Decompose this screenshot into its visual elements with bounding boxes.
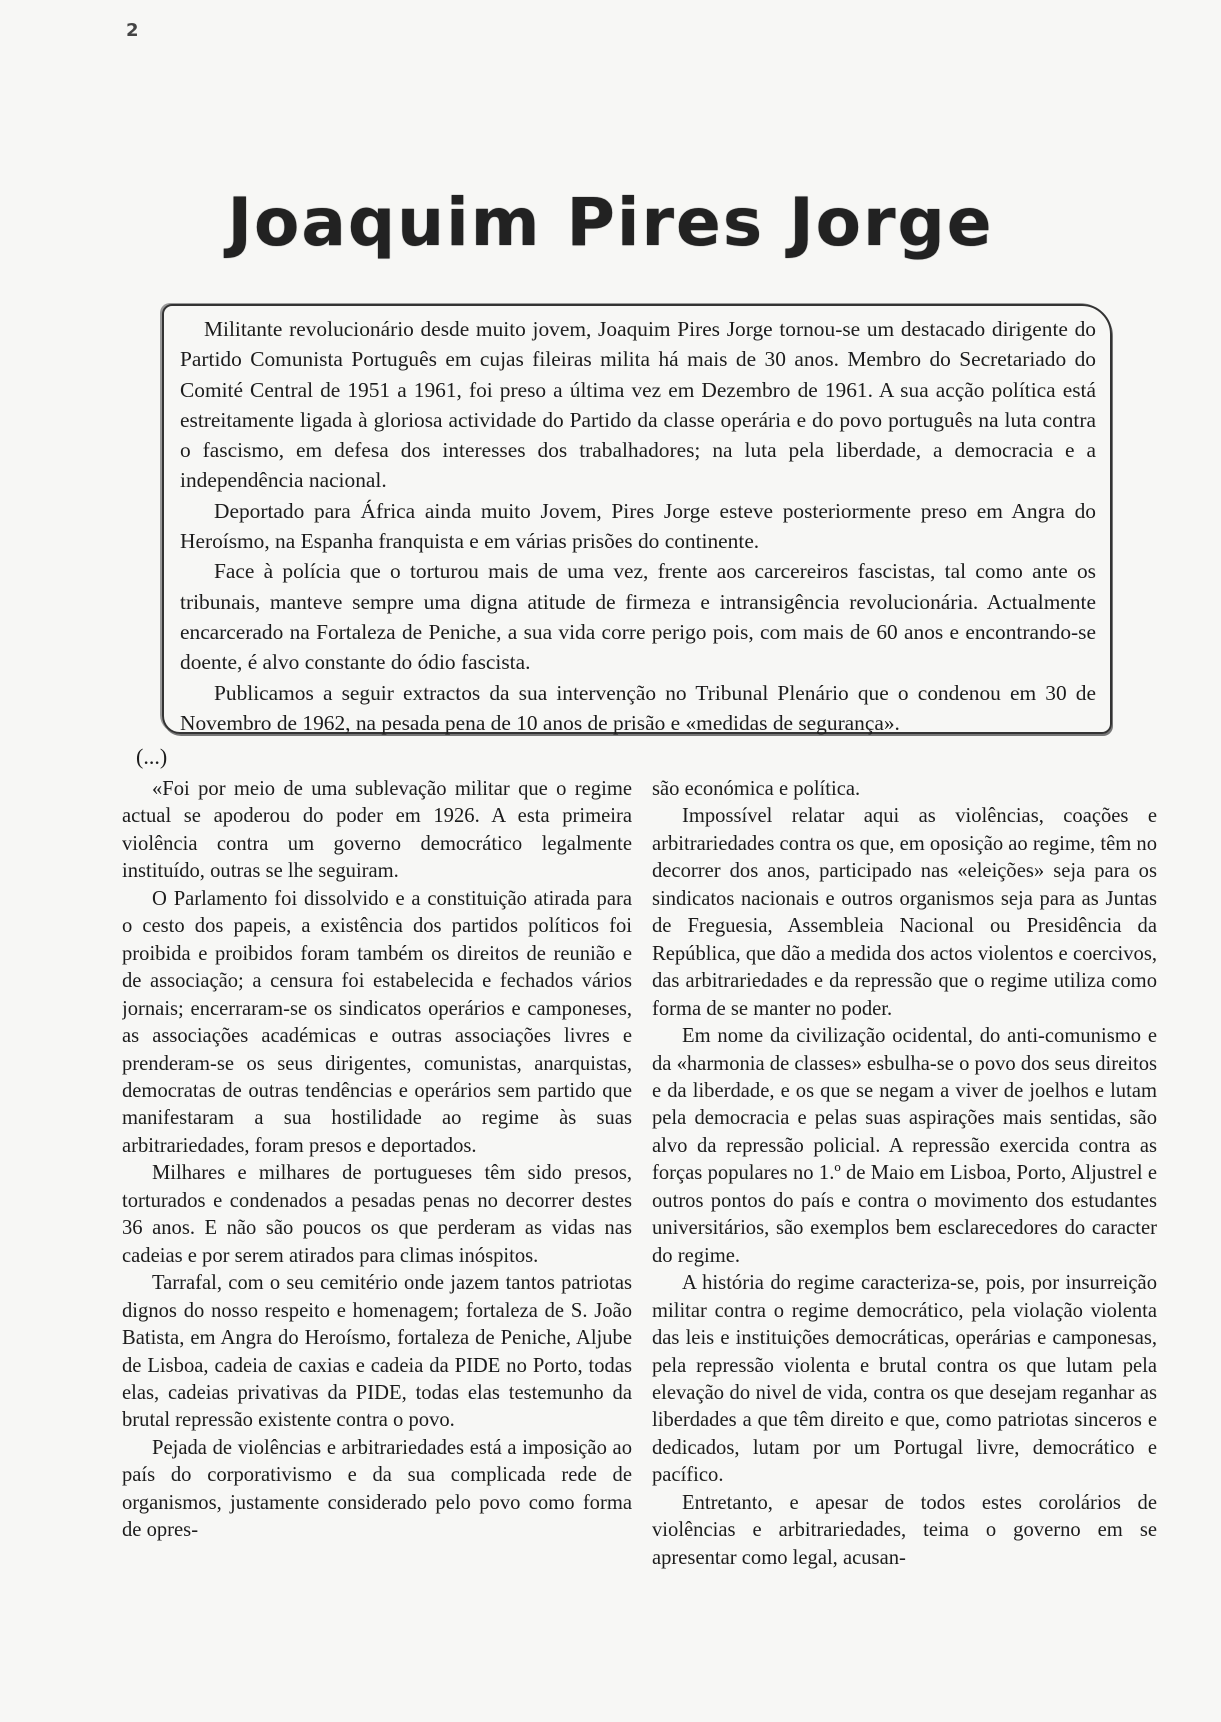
body-paragraph: Impossível relatar aqui as violências, coações e arbitrariedades contra os que, em oposição ao regime, têm no decorrer dos anos, participado nas «eleições» seja para os sindicatos nacionais e outros organismos seja para as Juntas de Freguesia, Assembleia Nacional ou Presidência da República, que dão a medida dos actos violentos e coercivos, das arbitrariedades e da repressão que o regime utiliza como forma de se manter no poder. [652, 805, 1157, 1020]
body-paragraph: Tarrafal, com o seu cemitério onde jazem tantos patriotas dignos do nosso respeito e homenagem; fortaleza de S. João Batista, em Angra do Heroísmo, fortaleza de Peniche, Aljube de Lisboa, cadeia de caxias e cadeia da PIDE no Porto, todas elas, cadeias privativas da PIDE, todas elas testemunho da brutal repressão existente contra o povo. [122, 1272, 632, 1432]
page-number: 2 [126, 20, 139, 41]
article-title: Joaquim Pires Jorge [227, 184, 994, 262]
intro-paragraph: Face à polícia que o torturou mais de uma vez, frente aos carcereiros fascistas, tal como ante os tribunais, manteve sempre uma digna atitude de firmeza e intransigência revolucionária. Actualmente encarcerado na Fortaleza de Peniche, a sua vida corre perigo pois, com mais de 60 anos e encontrando-se doente, é alvo constante do ódio fascista. [180, 559, 1096, 675]
body-paragraph: «Foi por meio de uma sublevação militar que o regime actual se apoderou do poder em 1926. A esta primeira violência contra um governo democrático legalmente instituído, outras se lhe seguiram. [122, 778, 632, 883]
intro-paragraph: Militante revolucionário desde muito jovem, Joaquim Pires Jorge tornou-se um destacado dirigente do Partido Comunista Português em cujas fileiras milita há mais de 30 anos. Membro do Secretariado do Comité Central de 1951 a 1961, foi preso a última vez em Dezembro de 1961. A sua acção política está estreitamente ligada à gloriosa actividade do Partido da classe operária e do povo português na luta contra o fascismo, em defesa dos interesses dos trabalhadores; na luta pela liberdade, a democracia e a independência nacional. [180, 317, 1096, 493]
intro-paragraph: Publicamos a seguir extractos da sua intervenção no Tribunal Plenário que o condenou em 30 de Novembro de 1962, na pesada pena de 10 anos de prisão e «medidas de segurança». [180, 680, 1096, 735]
body-paragraph: O Parlamento foi dissolvido e a constituição atirada para o cesto dos papeis, a existência dos partidos políticos foi proibida e proibidos foram também os direitos de reunião e de associação; a censura foi estabelecida e fechados vários jornais; encerraram-se os sindicatos operários e camponeses, as associações académicas e outras associações livres e prenderam-se os seus dirigentes, comunistas, anarquistas, democratas de outras tendências e operários sem partido que manifestaram a sua hostilidade ao regime às suas arbitrariedades, foram presos e deportados. [122, 887, 632, 1157]
left-column [122, 776, 632, 1656]
body-paragraph: Milhares e milhares de portugueses têm sido presos, torturados e condenados a pesadas penas no decorrer destes 36 anos. E não são poucos os que perderam as vidas nas cadeias e por serem atirados para climas inóspitos. [122, 1162, 632, 1267]
intro-paragraph: Deportado para África ainda muito Jovem, Pires Jorge esteve posteriormente preso em Angra do Heroísmo, na Espanha franquista e em várias prisões do continente. [180, 498, 1096, 554]
right-column [652, 776, 1157, 1656]
ellipsis-marker: (...) [136, 744, 168, 769]
body-paragraph: Entretanto, e apesar de todos estes corolários de violências e arbitrariedades, teima o governo em se apresentar como legal, acusan- [652, 1491, 1157, 1569]
intro-box [162, 304, 1112, 734]
body-paragraph: são económica e política. [652, 778, 861, 800]
body-paragraph: A história do regime caracteriza-se, pois, por insurreição militar contra o regime democrático, pela violação violenta das leis e instituições democráticas, operárias e camponesas, pela repressão violenta e brutal contra os que lutam pela elevação do nivel de vida, contra os que desejam reganhar as liberdades a que têm direito e que, como patriotas sinceros e dedicados, lutam por um Portugal livre, democrático e pacífico. [652, 1272, 1157, 1487]
body-paragraph: Em nome da civilização ocidental, do anti-comunismo e da «harmonia de classes» esbulha-se o povo dos seus direitos e da liberdade, e os que se negam a viver de joelhos e lutam pela democracia e pelas suas aspirações mais sentidas, são alvo da repressão policial. A repressão exercida contra as forças populares no 1.º de Maio em Lisboa, Porto, Aljustrel e outros pontos do país e contra o movimento dos estudantes universitários, são exemplos bem esclarecedores do caracter do regime. [652, 1025, 1157, 1267]
body-paragraph: Pejada de violências e arbitrariedades está a imposição ao país do corporativismo e da sua complicada rede de organismos, justamente considerado pelo povo como forma de opres- [122, 1436, 632, 1542]
